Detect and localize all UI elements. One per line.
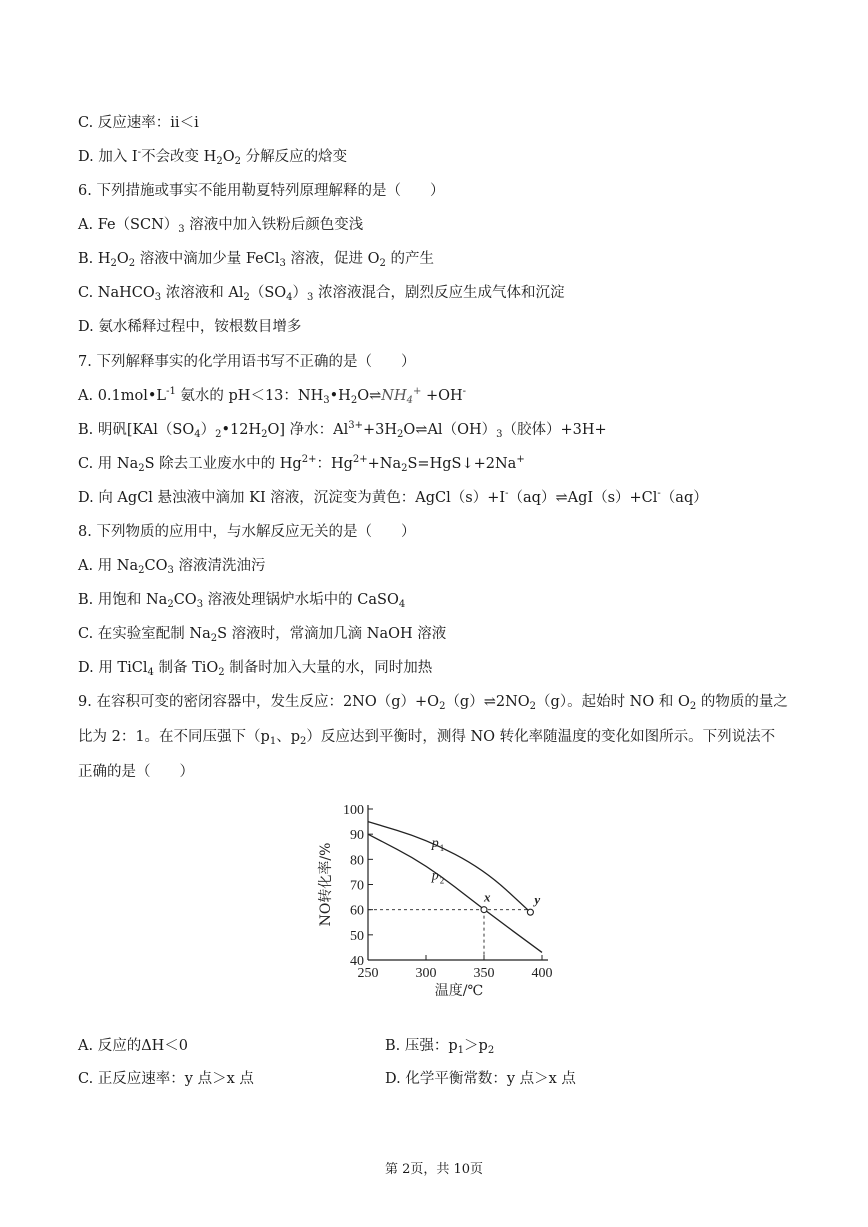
text: O [222, 149, 235, 165]
text: C. 反应速率：ii＜i [78, 115, 199, 131]
sup: + [412, 386, 422, 397]
series-label-sub-p2: 2 [439, 875, 445, 886]
text: ） [200, 422, 216, 438]
text: C. 用 Na [78, 456, 139, 472]
point-y [527, 909, 533, 915]
x-axis-label: 温度/℃ [434, 983, 484, 999]
sub: 3 [196, 599, 204, 610]
text: 分解反应的焓变 [240, 149, 348, 165]
sub: 3 [307, 292, 314, 303]
sub: 4 [286, 292, 293, 303]
text: 制备时加入大量的水，同时加热 [224, 660, 433, 676]
text: ）反应达到平衡时，测得 NO 转化率随温度的变化如图所示。下列说法不 [306, 729, 776, 745]
y-tick-label: 70 [350, 878, 364, 894]
point-label-y: y [534, 892, 541, 908]
text: 溶液中滴加少量 FeCl [135, 251, 280, 267]
text: 氨水的 pH＜13：NH [175, 388, 324, 404]
text: （SO [249, 285, 287, 301]
sub: 2 [300, 736, 307, 747]
option-6b [78, 249, 434, 269]
ammonium-ion-formula [381, 388, 421, 404]
text: O⇌Al（OH） [403, 422, 497, 438]
option-6a [78, 215, 363, 235]
sub: 2 [261, 429, 268, 440]
text: D. 化学平衡常数：y 点＞x 点 [385, 1071, 576, 1087]
text: +Na [367, 456, 402, 472]
text: D. 向 AgCl 悬浊液中滴加 KI 溶液，沉淀变为黄色：AgCl（s）+I [78, 490, 506, 506]
sub: 2 [234, 156, 241, 167]
text: S 除去工业废水中的 Hg [144, 456, 302, 472]
series-label-p1: p [431, 835, 439, 851]
sub: 1 [457, 1045, 465, 1056]
x-tick-label: 400 [531, 966, 553, 981]
text: 的产生 [385, 251, 434, 267]
text: CO [173, 592, 197, 608]
text: 比为 2：1。在不同压强下（p [78, 729, 270, 745]
sup: 2+ [301, 454, 317, 465]
sub: 2 [243, 292, 250, 303]
text: +OH [421, 388, 463, 404]
text: A. 反应的ΔH＜0 [78, 1038, 189, 1054]
text: +3H [363, 422, 398, 438]
sub: 3 [323, 395, 330, 406]
sub: 3 [178, 224, 185, 235]
text: 浓溶液和 Al [161, 285, 244, 301]
text: O] 净水：Al [267, 422, 349, 438]
text: ＞p [464, 1038, 488, 1054]
text: B. 压强：p [385, 1038, 458, 1054]
text: （g）。起始时 NO 和 O [536, 694, 690, 710]
question-6 [78, 181, 444, 201]
text: 正确的是（ ） [78, 764, 194, 780]
sub: 1 [269, 736, 277, 747]
text: •12H [221, 422, 262, 438]
x-tick-label: 300 [415, 966, 437, 981]
question-8 [78, 522, 415, 542]
question-7 [78, 352, 415, 372]
text: 的物质的量之 [696, 694, 788, 710]
option-9c [78, 1069, 254, 1089]
text: B. H [78, 251, 111, 267]
y-tick-label: 100 [343, 803, 364, 818]
text: C. NaHCO [78, 285, 155, 301]
x-tick-label: 350 [473, 966, 495, 981]
option-9a [78, 1036, 188, 1056]
text: （aq）⇌AgI（s）+Cl [508, 490, 658, 506]
sub: 2 [397, 429, 404, 440]
text: O⇌ [357, 388, 382, 404]
text: D. 加入 I [78, 149, 138, 165]
text: A. 用 Na [78, 558, 139, 574]
text: A. 0.1mol•L [78, 388, 167, 404]
text: B. 用饱和 Na [78, 592, 168, 608]
text: ） [292, 285, 308, 301]
sub: 2 [167, 599, 174, 610]
question-9-line2 [78, 727, 775, 747]
series-line-p2 [368, 834, 542, 952]
text: ：Hg [316, 456, 353, 472]
sub: 3 [496, 429, 503, 440]
y-axis-label: NO转化率/% [318, 842, 334, 927]
sup: + [516, 454, 525, 465]
y-tick-label: 80 [350, 853, 364, 869]
series-line-p1 [368, 822, 530, 913]
sub: 2 [138, 463, 145, 474]
sup: - [657, 488, 661, 499]
sub: 2 [215, 429, 222, 440]
sub: 2 [128, 258, 136, 269]
sup: - [505, 488, 509, 499]
sup: 3+ [348, 420, 364, 431]
question-9-line3 [78, 762, 194, 782]
sup: - [462, 386, 467, 397]
sub: 3 [279, 258, 286, 269]
option-7a [78, 386, 466, 406]
sub: 4 [406, 395, 413, 406]
sub: 3 [167, 565, 174, 576]
option-9d [385, 1069, 576, 1089]
sub: 2 [689, 701, 697, 712]
page-footer [0, 1158, 868, 1177]
series-label-p2: p [431, 868, 439, 884]
text: 浓溶液混合，剧烈反应生成气体和沉淀 [313, 285, 565, 301]
point-label-x: x [484, 889, 491, 905]
text: S 溶液时，常滴加几滴 NaOH 溶液 [217, 626, 447, 642]
option-6c [78, 283, 565, 303]
y-tick-label: 90 [350, 828, 364, 844]
text: 溶液处理锅炉水垢中的 CaSO [203, 592, 399, 608]
sub: 2 [210, 633, 218, 644]
text: 制备 TiO [153, 660, 219, 676]
text: D. 用 TiCl [78, 660, 148, 676]
question-9-line1 [78, 692, 788, 712]
sub: 2 [487, 1045, 495, 1056]
text: （胶体）+3H+ [502, 422, 607, 438]
sub: 2 [110, 258, 117, 269]
option-8a [78, 556, 265, 576]
y-tick-label: 40 [350, 954, 364, 969]
option-8c [78, 624, 446, 644]
text: NH [381, 388, 407, 404]
text: O [116, 251, 129, 267]
text: 溶液清洗油污 [173, 558, 266, 574]
sub: 2 [216, 156, 223, 167]
text: （aq） [660, 490, 708, 506]
text: •H [329, 388, 351, 404]
page-number: 第 2页，共 10页 [384, 1162, 484, 1177]
option-7b [78, 420, 607, 440]
option-8b [78, 590, 405, 610]
text: B. 明矾[KAl（SO [78, 422, 195, 438]
sub: 2 [529, 701, 537, 712]
y-tick-label: 50 [350, 928, 364, 944]
no-conversion-chart [312, 795, 572, 1005]
text: S=HgS↓+2Na [407, 456, 517, 472]
text: 溶液中加入铁粉后颜色变浅 [184, 217, 364, 233]
option-6d [78, 317, 301, 337]
text: C. 正反应速率：y 点＞x 点 [78, 1071, 254, 1087]
sub: 4 [398, 599, 406, 610]
text: 9. 在容积可变的密闭容器中，发生反应：2NO（g）+O [78, 694, 440, 710]
option-7c [78, 454, 525, 474]
sub: 2 [401, 463, 408, 474]
sup: - [137, 147, 142, 158]
sub: 2 [218, 667, 225, 678]
option-8d [78, 658, 432, 678]
option-9b [385, 1036, 494, 1056]
y-tick-label: 60 [350, 903, 364, 919]
text: 溶液，促进 O [285, 251, 380, 267]
sup: -1 [166, 386, 176, 397]
text: C. 在实验室配制 Na [78, 626, 211, 642]
x-tick-label: 250 [357, 966, 379, 981]
text: 8. 下列物质的应用中，与水解反应无关的是（ ） [78, 524, 416, 540]
sub: 2 [439, 701, 446, 712]
sub: 4 [194, 429, 201, 440]
text: 7. 下列解释事实的化学用语书写不正确的是（ ） [78, 354, 416, 370]
text: 6. 下列措施或事实不能用勒夏特列原理解释的是（ ） [78, 183, 445, 199]
sub: 2 [350, 395, 358, 406]
text: 、p [276, 729, 301, 745]
text: 不会改变 H [141, 149, 217, 165]
text: （g）⇌2NO [445, 694, 530, 710]
sub: 2 [138, 565, 145, 576]
option-5d [78, 147, 347, 167]
point-x [481, 907, 487, 913]
series-label-sub-p1: 1 [439, 842, 445, 853]
sup: 2+ [352, 454, 368, 465]
text: A. Fe（SCN） [78, 217, 179, 233]
option-7d [78, 488, 708, 508]
sub: 2 [379, 258, 386, 269]
text: CO [144, 558, 168, 574]
text: D. 氨水稀释过程中，铵根数目增多 [78, 319, 302, 335]
sub: 4 [147, 667, 154, 678]
option-5c [78, 113, 199, 133]
sub: 3 [154, 292, 162, 303]
